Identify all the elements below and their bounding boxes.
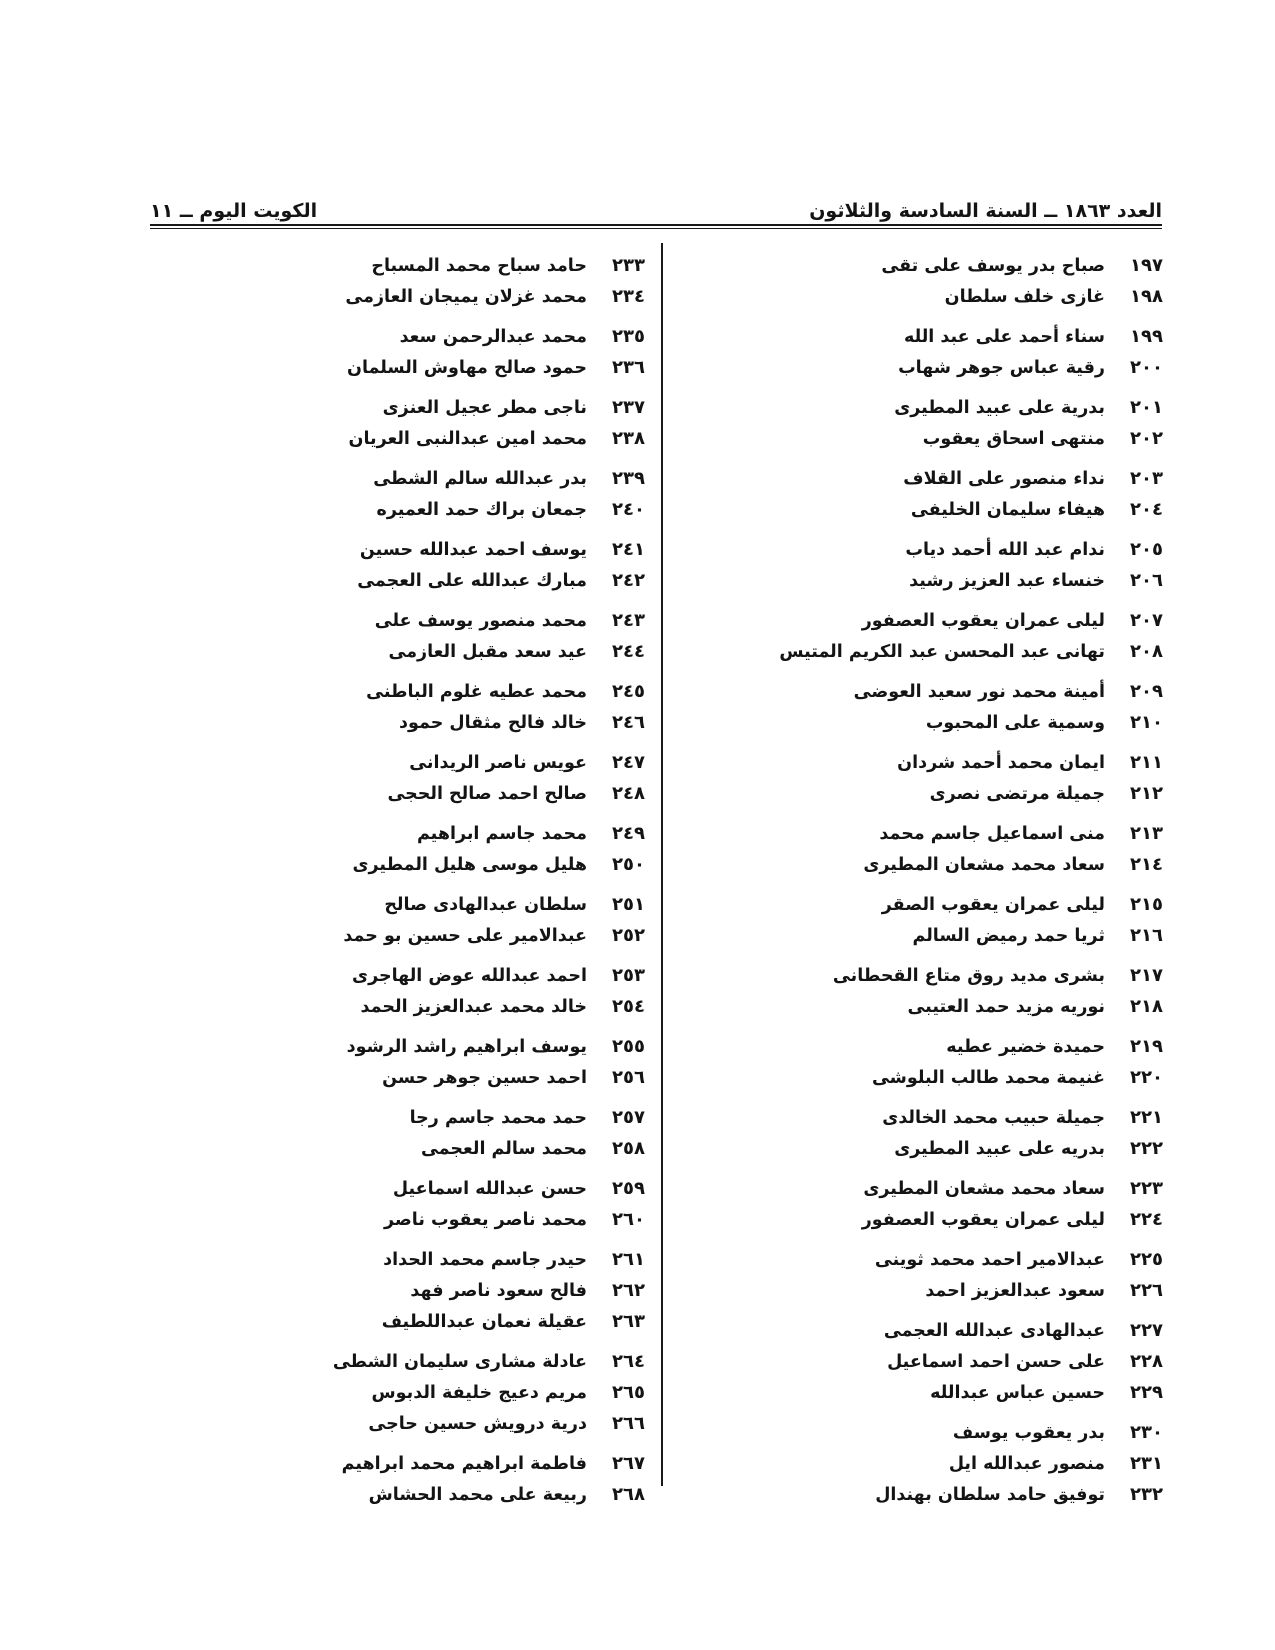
list-item xyxy=(165,534,645,565)
list-item xyxy=(165,1346,645,1377)
entry-name: عيد سعد مقبل العازمى xyxy=(388,642,587,662)
header-rule xyxy=(150,224,1162,226)
entry-name: محمد عبدالرحمن سعد xyxy=(399,327,587,347)
entry-name: منتهى اسحاق يعقوب xyxy=(922,429,1105,449)
entry-number: ٢٥٧ xyxy=(612,1107,645,1128)
list-item xyxy=(683,321,1163,352)
entry-name: جميلة مرتضى نصرى xyxy=(929,784,1105,804)
entry-number: ٢٤٦ xyxy=(612,712,645,733)
entry-number: ٢٢٠ xyxy=(1130,1067,1163,1088)
entry-number: ٢٠٩ xyxy=(1130,681,1163,702)
entry-name: تهانى عبد المحسن عبد الكريم المتيس xyxy=(779,642,1105,662)
entry-name: حيدر جاسم محمد الحداد xyxy=(383,1250,587,1270)
entry-number: ٢٢٦ xyxy=(1130,1280,1163,1301)
list-item xyxy=(683,1062,1163,1093)
list-item xyxy=(683,636,1163,667)
entry-number: ٢٥٥ xyxy=(612,1036,645,1057)
entry-number: ٢١١ xyxy=(1130,752,1163,773)
list-item xyxy=(683,605,1163,636)
entry-name: عقيلة نعمان عبداللطيف xyxy=(381,1312,587,1332)
entry-name: ليلى عمران يعقوب العصفور xyxy=(861,1210,1105,1230)
entry-name: محمد جاسم ابراهيم xyxy=(416,824,587,844)
list-item xyxy=(683,1417,1163,1448)
entry-name: بدريه على عبيد المطيرى xyxy=(894,1139,1105,1159)
list-item xyxy=(683,960,1163,991)
entry-name: درية درويش حسين حاجى xyxy=(368,1414,587,1434)
entry-group xyxy=(683,1031,1163,1093)
entry-number: ٢٢٧ xyxy=(1130,1320,1163,1341)
page-header xyxy=(150,188,1162,222)
entry-number: ٢٢٨ xyxy=(1130,1351,1163,1372)
list-item xyxy=(683,1377,1163,1408)
entry-group xyxy=(165,1448,645,1510)
entry-number: ٢٣٢ xyxy=(1130,1484,1163,1505)
entry-group xyxy=(165,250,645,312)
list-item xyxy=(683,1448,1163,1479)
entry-number: ٢٤٣ xyxy=(612,610,645,631)
entry-number: ٢٤٨ xyxy=(612,783,645,804)
entry-name: حسن عبدالله اسماعيل xyxy=(392,1179,587,1199)
entry-name: بدرية على عبيد المطيرى xyxy=(894,398,1105,418)
entry-name: سلطان عبدالهادى صالح xyxy=(384,895,587,915)
entry-name: حمود صالح مهاوش السلمان xyxy=(347,358,587,378)
entry-name: منى اسماعيل جاسم محمد xyxy=(879,824,1105,844)
entry-name: نوريه مزيد حمد العتيبى xyxy=(907,997,1105,1017)
entry-group xyxy=(683,1173,1163,1235)
list-item xyxy=(165,960,645,991)
list-item xyxy=(165,1102,645,1133)
list-item xyxy=(165,747,645,778)
entry-number: ٢٠٦ xyxy=(1130,570,1163,591)
entry-name: يوسف ابراهيم راشد الرشود xyxy=(346,1037,587,1057)
list-item xyxy=(165,818,645,849)
list-item xyxy=(165,494,645,525)
entry-name: غنيمة محمد طالب البلوشى xyxy=(871,1068,1105,1088)
entry-group xyxy=(165,392,645,454)
entry-number: ٢٥٣ xyxy=(612,965,645,986)
entry-name: توفيق حامد سلطان بهندال xyxy=(875,1485,1105,1505)
entry-number: ١٩٩ xyxy=(1130,326,1163,347)
list-item xyxy=(165,1173,645,1204)
entry-name: ايمان محمد أحمد شردان xyxy=(897,753,1105,773)
entry-group xyxy=(683,1315,1163,1408)
entry-number: ٢٦٦ xyxy=(612,1413,645,1434)
entry-group xyxy=(165,1346,645,1439)
entry-number: ٢٤٧ xyxy=(612,752,645,773)
entry-number: ٢٦٥ xyxy=(612,1382,645,1403)
list-item xyxy=(683,747,1163,778)
entry-name: خالد فالح مثقال حمود xyxy=(399,713,587,733)
list-item xyxy=(165,392,645,423)
entry-number: ٢٥٠ xyxy=(612,854,645,875)
entry-group xyxy=(683,321,1163,383)
entry-name: بشرى مديد روق متاع القحطانى xyxy=(832,966,1105,986)
entry-name: فالح سعود ناصر فهد xyxy=(410,1281,587,1301)
entry-group xyxy=(683,534,1163,596)
entry-number: ٢١٠ xyxy=(1130,712,1163,733)
entry-number: ٢٢١ xyxy=(1130,1107,1163,1128)
entry-group xyxy=(683,676,1163,738)
entry-name: وسمية على المحبوب xyxy=(925,713,1105,733)
list-item xyxy=(683,778,1163,809)
entry-group xyxy=(165,960,645,1022)
entry-group xyxy=(683,818,1163,880)
entry-number: ٢١٨ xyxy=(1130,996,1163,1017)
entry-number: ٢١٦ xyxy=(1130,925,1163,946)
entry-name: حامد سباح محمد المسباح xyxy=(371,256,587,276)
entry-name: محمد غزلان يميجان العازمى xyxy=(345,287,587,307)
list-item xyxy=(165,849,645,880)
entry-number: ٢٥٦ xyxy=(612,1067,645,1088)
list-item xyxy=(683,352,1163,383)
entry-name: ليلى عمران يعقوب الصقر xyxy=(881,895,1105,915)
entry-number: ٢٦١ xyxy=(612,1249,645,1270)
entry-name: احمد عبدالله عوض الهاجرى xyxy=(352,966,587,986)
entry-name: مريم دعيج خليفة الدبوس xyxy=(371,1383,587,1403)
entry-group xyxy=(165,747,645,809)
list-item xyxy=(165,321,645,352)
entry-number: ٢٢٥ xyxy=(1130,1249,1163,1270)
entry-number: ٢٣١ xyxy=(1130,1453,1163,1474)
entry-number: ٢٣٦ xyxy=(612,357,645,378)
list-item xyxy=(683,849,1163,880)
entry-name: ليلى عمران يعقوب العصفور xyxy=(861,611,1105,631)
entry-number: ٢١٩ xyxy=(1130,1036,1163,1057)
list-item xyxy=(683,534,1163,565)
entry-name: عبدالهادى عبدالله العجمى xyxy=(883,1321,1105,1341)
entry-number: ٢١٤ xyxy=(1130,854,1163,875)
list-item xyxy=(165,991,645,1022)
entry-name: محمد منصور يوسف على xyxy=(374,611,587,631)
right-column xyxy=(683,250,1163,1519)
list-item xyxy=(165,352,645,383)
entry-name: عبدالامير احمد محمد ثوينى xyxy=(874,1250,1105,1270)
entry-group xyxy=(165,1031,645,1093)
entry-group xyxy=(165,818,645,880)
entry-group xyxy=(683,889,1163,951)
entry-group xyxy=(165,1173,645,1235)
entry-name: ناجى مطر عجيل العنزى xyxy=(382,398,587,418)
list-item xyxy=(165,1133,645,1164)
entry-name: عادلة مشارى سليمان الشطى xyxy=(332,1352,587,1372)
entry-number: ٢١٧ xyxy=(1130,965,1163,986)
entry-number: ٢٤٢ xyxy=(612,570,645,591)
entry-name: محمد عطيه غلوم الباطنى xyxy=(366,682,587,702)
entry-number: ١٩٨ xyxy=(1130,286,1163,307)
entry-name: هيفاء سليمان الخليفى xyxy=(910,500,1105,520)
entry-number: ٢٤٩ xyxy=(612,823,645,844)
entry-name: محمد سالم العجمى xyxy=(420,1139,587,1159)
entry-number: ٢٠٤ xyxy=(1130,499,1163,520)
list-item xyxy=(165,1408,645,1439)
entry-number: ٢٤٥ xyxy=(612,681,645,702)
entry-number: ٢٠٠ xyxy=(1130,357,1163,378)
entry-name: حميدة خضير عطيه xyxy=(946,1037,1105,1057)
entry-name: جميلة حبيب محمد الخالدى xyxy=(882,1108,1105,1128)
entry-name: فاطمة ابراهيم محمد ابراهيم xyxy=(341,1454,587,1474)
list-item xyxy=(683,920,1163,951)
entry-group xyxy=(683,463,1163,525)
list-item xyxy=(683,1031,1163,1062)
entry-number: ٢٠٢ xyxy=(1130,428,1163,449)
list-item xyxy=(165,463,645,494)
entry-group xyxy=(165,463,645,525)
entry-number: ٢٣٠ xyxy=(1130,1422,1163,1443)
entry-name: سعود عبدالعزيز احمد xyxy=(925,1281,1105,1301)
entry-number: ٢٥٨ xyxy=(612,1138,645,1159)
entry-name: نداء منصور على القلاف xyxy=(903,469,1105,489)
entry-number: ٢٦٨ xyxy=(612,1484,645,1505)
entry-number: ٢٦٠ xyxy=(612,1209,645,1230)
entry-group xyxy=(165,676,645,738)
entry-number: ٢٠٥ xyxy=(1130,539,1163,560)
entry-number: ١٩٧ xyxy=(1130,255,1163,276)
list-item xyxy=(683,463,1163,494)
list-item xyxy=(683,1204,1163,1235)
list-item xyxy=(165,1306,645,1337)
list-item xyxy=(683,1133,1163,1164)
entry-number: ٢٣٣ xyxy=(612,255,645,276)
entry-name: سناء أحمد على عبد الله xyxy=(903,327,1105,347)
entry-number: ٢٤٠ xyxy=(612,499,645,520)
list-item xyxy=(165,889,645,920)
list-item xyxy=(165,1204,645,1235)
entry-name: على حسن احمد اسماعيل xyxy=(887,1352,1105,1372)
entry-name: عبدالامير على حسين بو حمد xyxy=(343,926,587,946)
entry-name: صالح احمد صالح الحجى xyxy=(387,784,587,804)
entry-group xyxy=(165,534,645,596)
header-page-title: الكويت اليوم ــ ١١ xyxy=(150,200,318,222)
entry-number: ٢٤٤ xyxy=(612,641,645,662)
entry-name: أمينة محمد نور سعيد العوضى xyxy=(853,682,1105,702)
list-item xyxy=(683,676,1163,707)
entry-number: ٢٣٩ xyxy=(612,468,645,489)
list-item xyxy=(683,1244,1163,1275)
list-item xyxy=(165,707,645,738)
list-item xyxy=(683,281,1163,312)
entry-number: ٢٠٨ xyxy=(1130,641,1163,662)
entry-number: ٢٢٤ xyxy=(1130,1209,1163,1230)
list-item xyxy=(165,1031,645,1062)
list-item xyxy=(683,1346,1163,1377)
entry-number: ٢١٢ xyxy=(1130,783,1163,804)
entry-name: بدر يعقوب يوسف xyxy=(952,1423,1105,1443)
entry-name: سعاد محمد مشعان المطيرى xyxy=(863,1179,1105,1199)
entry-name: خنساء عبد العزيز رشيد xyxy=(909,571,1105,591)
list-item xyxy=(683,1102,1163,1133)
entry-name: خالد محمد عبدالعزيز الحمد xyxy=(360,997,587,1017)
entry-number: ٢٠٣ xyxy=(1130,468,1163,489)
list-item xyxy=(165,605,645,636)
list-item xyxy=(165,565,645,596)
entry-number: ٢٦٤ xyxy=(612,1351,645,1372)
list-item xyxy=(165,1244,645,1275)
entry-name: يوسف احمد عبدالله حسين xyxy=(359,540,587,560)
entry-number: ٢٦٢ xyxy=(612,1280,645,1301)
entry-group xyxy=(683,1102,1163,1164)
column-divider xyxy=(661,243,663,1486)
header-rule-thin xyxy=(150,228,1162,229)
entry-name: رقية عباس جوهر شهاب xyxy=(898,358,1105,378)
entry-name: حمد محمد جاسم رجا xyxy=(409,1108,587,1128)
entry-group xyxy=(165,321,645,383)
list-item xyxy=(683,1315,1163,1346)
entry-name: غازى خلف سلطان xyxy=(944,287,1105,307)
entry-group xyxy=(165,889,645,951)
entry-number: ٢٥١ xyxy=(612,894,645,915)
list-item xyxy=(165,636,645,667)
header-issue-info: العدد ١٨٦٣ ــ السنة السادسة والثلاثون xyxy=(809,200,1162,222)
entry-number: ٢٤١ xyxy=(612,539,645,560)
list-item xyxy=(165,281,645,312)
entry-number: ٢٣٥ xyxy=(612,326,645,347)
entry-group xyxy=(683,960,1163,1022)
entry-group xyxy=(683,1417,1163,1510)
list-item xyxy=(683,250,1163,281)
entry-name: ثريا حمد رميض السالم xyxy=(912,926,1105,946)
list-item xyxy=(683,494,1163,525)
entry-number: ٢١٣ xyxy=(1130,823,1163,844)
entry-name: منصور عبدالله ايل xyxy=(948,1454,1105,1474)
entry-name: هليل موسى هليل المطيرى xyxy=(352,855,587,875)
entry-number: ٢٦٧ xyxy=(612,1453,645,1474)
entry-name: ندام عبد الله أحمد دياب xyxy=(905,540,1105,560)
entry-number: ٢٢٩ xyxy=(1130,1382,1163,1403)
entry-number: ٢٢٢ xyxy=(1130,1138,1163,1159)
entry-group xyxy=(165,1244,645,1337)
list-item xyxy=(165,250,645,281)
entry-name: جمعان براك حمد العميره xyxy=(376,500,587,520)
list-item xyxy=(683,818,1163,849)
list-item xyxy=(683,1275,1163,1306)
list-item xyxy=(165,1275,645,1306)
entry-name: احمد حسين جوهر حسن xyxy=(382,1068,587,1088)
list-item xyxy=(165,920,645,951)
entry-group xyxy=(683,392,1163,454)
entry-name: عويس ناصر الريدانى xyxy=(409,753,587,773)
list-item xyxy=(165,1377,645,1408)
list-item xyxy=(165,423,645,454)
entry-number: ٢٣٧ xyxy=(612,397,645,418)
entry-group xyxy=(683,605,1163,667)
list-item xyxy=(683,991,1163,1022)
left-column xyxy=(165,250,645,1519)
entry-group xyxy=(165,1102,645,1164)
entry-number: ٢٥٤ xyxy=(612,996,645,1017)
list-item xyxy=(683,707,1163,738)
entry-group xyxy=(683,250,1163,312)
entry-number: ٢٥٢ xyxy=(612,925,645,946)
entry-number: ٢٠١ xyxy=(1130,397,1163,418)
list-item xyxy=(165,778,645,809)
entry-number: ٢٥٩ xyxy=(612,1178,645,1199)
entry-number: ٢١٥ xyxy=(1130,894,1163,915)
list-item xyxy=(165,676,645,707)
list-item xyxy=(683,1479,1163,1510)
list-item xyxy=(683,889,1163,920)
entry-name: بدر عبدالله سالم الشطى xyxy=(373,469,587,489)
entry-name: محمد ناصر يعقوب ناصر xyxy=(383,1210,587,1230)
entry-group xyxy=(683,1244,1163,1306)
list-item xyxy=(165,1479,645,1510)
entry-name: سعاد محمد مشعان المطيرى xyxy=(863,855,1105,875)
list-item xyxy=(683,565,1163,596)
entry-number: ٢٢٣ xyxy=(1130,1178,1163,1199)
entry-number: ٢٠٧ xyxy=(1130,610,1163,631)
list-item xyxy=(683,392,1163,423)
list-item xyxy=(165,1062,645,1093)
entry-name: محمد امين عبدالنبى العريان xyxy=(348,429,587,449)
entry-group xyxy=(165,605,645,667)
list-item xyxy=(683,1173,1163,1204)
entry-name: صباح بدر يوسف على تقى xyxy=(881,256,1105,276)
list-item xyxy=(683,423,1163,454)
entry-group xyxy=(683,747,1163,809)
entry-name: ربيعة على محمد الحشاش xyxy=(368,1485,587,1505)
entry-number: ٢٣٨ xyxy=(612,428,645,449)
entry-number: ٢٦٣ xyxy=(612,1311,645,1332)
entry-number: ٢٣٤ xyxy=(612,286,645,307)
entry-name: حسين عباس عبدالله xyxy=(930,1383,1105,1403)
entry-name: مبارك عبدالله على العجمى xyxy=(357,571,587,591)
list-item xyxy=(165,1448,645,1479)
